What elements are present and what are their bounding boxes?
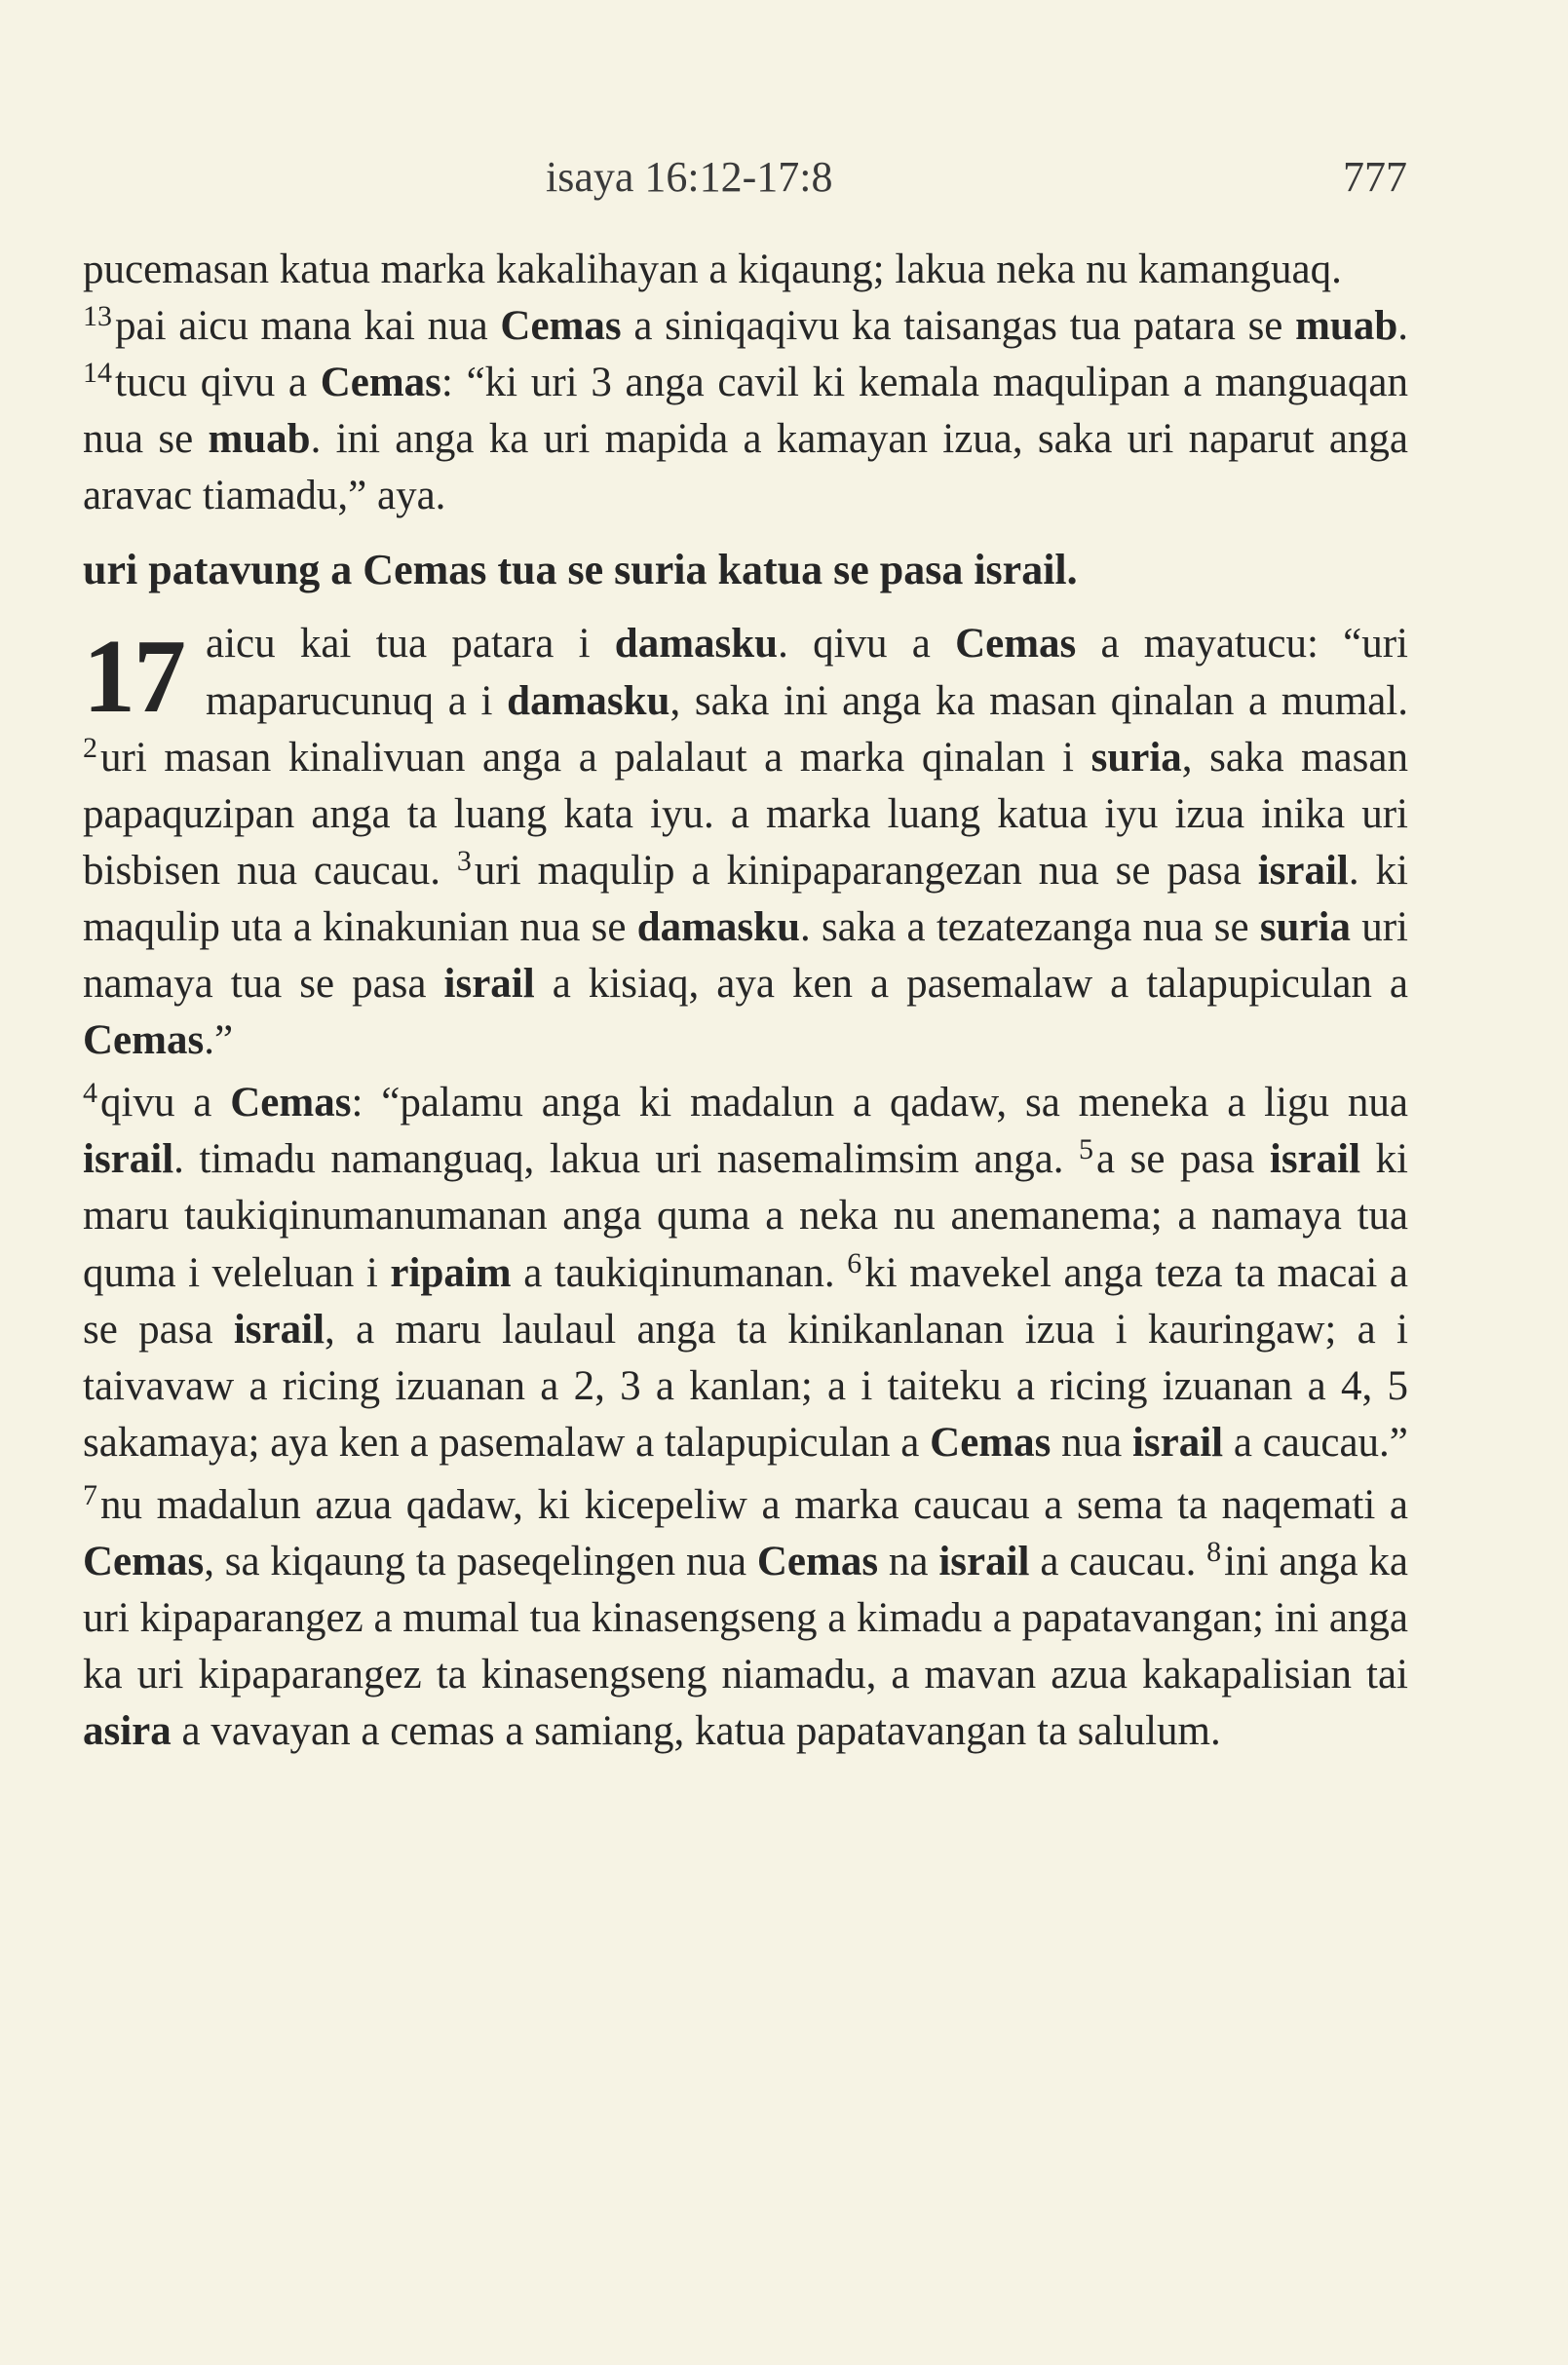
verse-text: , sa kiqaung ta paseqelingen nua: [204, 1538, 757, 1584]
verse-text: na: [878, 1538, 939, 1584]
verse-text: nu madalun azua qadaw, ki kicepeliw a marka caucau a sema ta naqemati a: [100, 1481, 1408, 1528]
verse-text: uri maqulip a kinipaparangezan nua se pasa: [474, 847, 1258, 894]
bold-term: damasku: [614, 621, 779, 668]
bold-term: israil: [1269, 1136, 1361, 1183]
verse-text: nua: [1051, 1419, 1132, 1466]
page-content: [83, 242, 1408, 1768]
verse-number-14: 14: [83, 357, 112, 390]
bold-term: israil: [1131, 1419, 1224, 1466]
verse-text: . ini anga ka uri mapida a kamayan izua, saka uri naparut anga aravac tiamadu,” aya.: [83, 416, 1409, 519]
verse-text: ini anga ka uri kipaparangez a mumal tua kinasengseng a kimadu a papatavangan; ini anga ka uri kipaparangez ta kinasengseng niamadu, a mavan azua kakapalisian tai: [83, 1538, 1408, 1698]
verse-text: . qivu a: [778, 621, 956, 668]
verse-text: a mayatucu: “uri maparucunuq a i: [206, 621, 1408, 724]
bold-term: israil: [443, 961, 535, 1008]
page-bottom-space: [83, 1760, 1408, 1768]
chapter-17-paragraph: [83, 616, 1408, 1069]
page-number: 777: [1343, 153, 1407, 201]
verse-text: , saka ini anga ka masan qinalan a mumal.: [669, 677, 1409, 724]
chapter-number: 17: [83, 619, 184, 736]
verse-text: ki mavekel anga teza ta macai a se pasa: [83, 1249, 1408, 1353]
bold-term: israil: [938, 1538, 1030, 1584]
verse-text: a se pasa: [1096, 1136, 1270, 1183]
verse-text: pai aicu mana kai nua: [115, 303, 501, 350]
verse-number-7: 7: [83, 1478, 97, 1511]
verse-number-13: 13: [83, 300, 112, 333]
bold-term: Cemas: [930, 1419, 1052, 1466]
verse-text: , a maru laulaul anga ta kinikanlanan izua i kauringaw; a i taivavaw a ricing izuanan a 2, 3 a kanlan; a i taiteku a ricing izuanan a 4, 5 sakamaya; aya ken a pasemalaw a talapupiculan a: [83, 1306, 1408, 1466]
bold-term: muab: [1295, 303, 1398, 350]
verse-number-5: 5: [1079, 1133, 1094, 1166]
verse-text: uri masan kinalivuan anga a palalaut a marka qinalan i: [100, 734, 1091, 781]
bold-term: Cemas: [500, 303, 622, 350]
bold-term: damasku: [636, 903, 800, 950]
verse-text: . timadu namanguaq, lakua uri nasemalimsim anga.: [173, 1136, 1080, 1183]
verse-text: : “ki uri 3 anga cavil ki kemala maqulipan a manguaqan nua se: [83, 360, 1408, 463]
verse-text: . saka a tezatezanga nua se: [800, 903, 1260, 950]
bold-term: muab: [208, 416, 311, 463]
verse-text: , saka masan papaquzipan anga ta luang kata iyu. a marka luang katua iyu izua inika uri bisbisen nua caucau.: [83, 734, 1409, 894]
bold-term: Cemas: [83, 1538, 205, 1584]
verse-text: a caucau.: [1029, 1538, 1207, 1584]
verse-number-2: 2: [83, 731, 97, 764]
verse-text: qivu a: [100, 1080, 231, 1126]
verse-number-3: 3: [456, 844, 472, 877]
paragraph-verses-4-6: [83, 1075, 1408, 1471]
paragraph-text: pucemasan katua marka kakalihayan a kiqaung; lakua neka nu kamanguaq.: [83, 247, 1342, 292]
running-title: isaya 16:12-17:8: [546, 153, 833, 201]
verse-text: a siniqaqivu ka taisangas tua patara se: [621, 303, 1296, 350]
bold-term: Cemas: [756, 1538, 879, 1584]
bold-term: Cemas: [955, 621, 1077, 668]
verse-text: : “palamu anga ki madalun a qadaw, sa meneka a ligu nua: [351, 1080, 1408, 1126]
bold-term: israil: [233, 1306, 325, 1353]
verse-number-6: 6: [847, 1246, 862, 1279]
verse-text: ki maru taukiqinumanumanan anga quma a neka nu anemanema; a namaya tua quma i veleluan i: [83, 1136, 1408, 1296]
bold-term: Cemas: [83, 1017, 205, 1064]
verse-text: aicu kai tua patara i: [206, 621, 615, 668]
verse-text: a caucau.”: [1223, 1419, 1408, 1466]
verse-text: . ki maqulip uta a kinakunian nua se: [83, 847, 1408, 950]
verse-number-8: 8: [1206, 1535, 1222, 1568]
verse-text: tucu qivu a: [115, 360, 321, 406]
verse-text: .”: [204, 1017, 234, 1064]
verse-text: uri namaya tua se pasa: [83, 903, 1408, 1008]
paragraph-verses-7-8: [83, 1477, 1408, 1760]
verse-number-4: 4: [83, 1077, 97, 1110]
page-header: [0, 146, 1568, 205]
bold-term: damasku: [507, 677, 670, 724]
paragraph-verses-13-14: [83, 298, 1408, 524]
verse-text: .: [1397, 303, 1408, 350]
verse-text: a vavayan a cemas a samiang, katua papatavangan ta salulum.: [171, 1708, 1221, 1755]
verse-text: a kisiaq, aya ken a pasemalaw a talapupiculan a: [534, 961, 1408, 1008]
bold-term: asira: [83, 1708, 172, 1755]
bold-term: Cemas: [320, 360, 441, 406]
bold-term: suria: [1259, 903, 1352, 950]
bold-term: Cemas: [230, 1080, 352, 1126]
bold-term: israil: [83, 1136, 174, 1183]
bold-term: suria: [1090, 734, 1182, 781]
bold-term: israil: [1257, 847, 1349, 894]
paragraph-continuation: [83, 242, 1408, 298]
bold-term: ripaim: [390, 1249, 512, 1296]
section-heading: uri patavung a Cemas tua se suria katua se pasa israil.: [83, 546, 1078, 594]
verse-text: a taukiqinumanan.: [511, 1249, 848, 1296]
